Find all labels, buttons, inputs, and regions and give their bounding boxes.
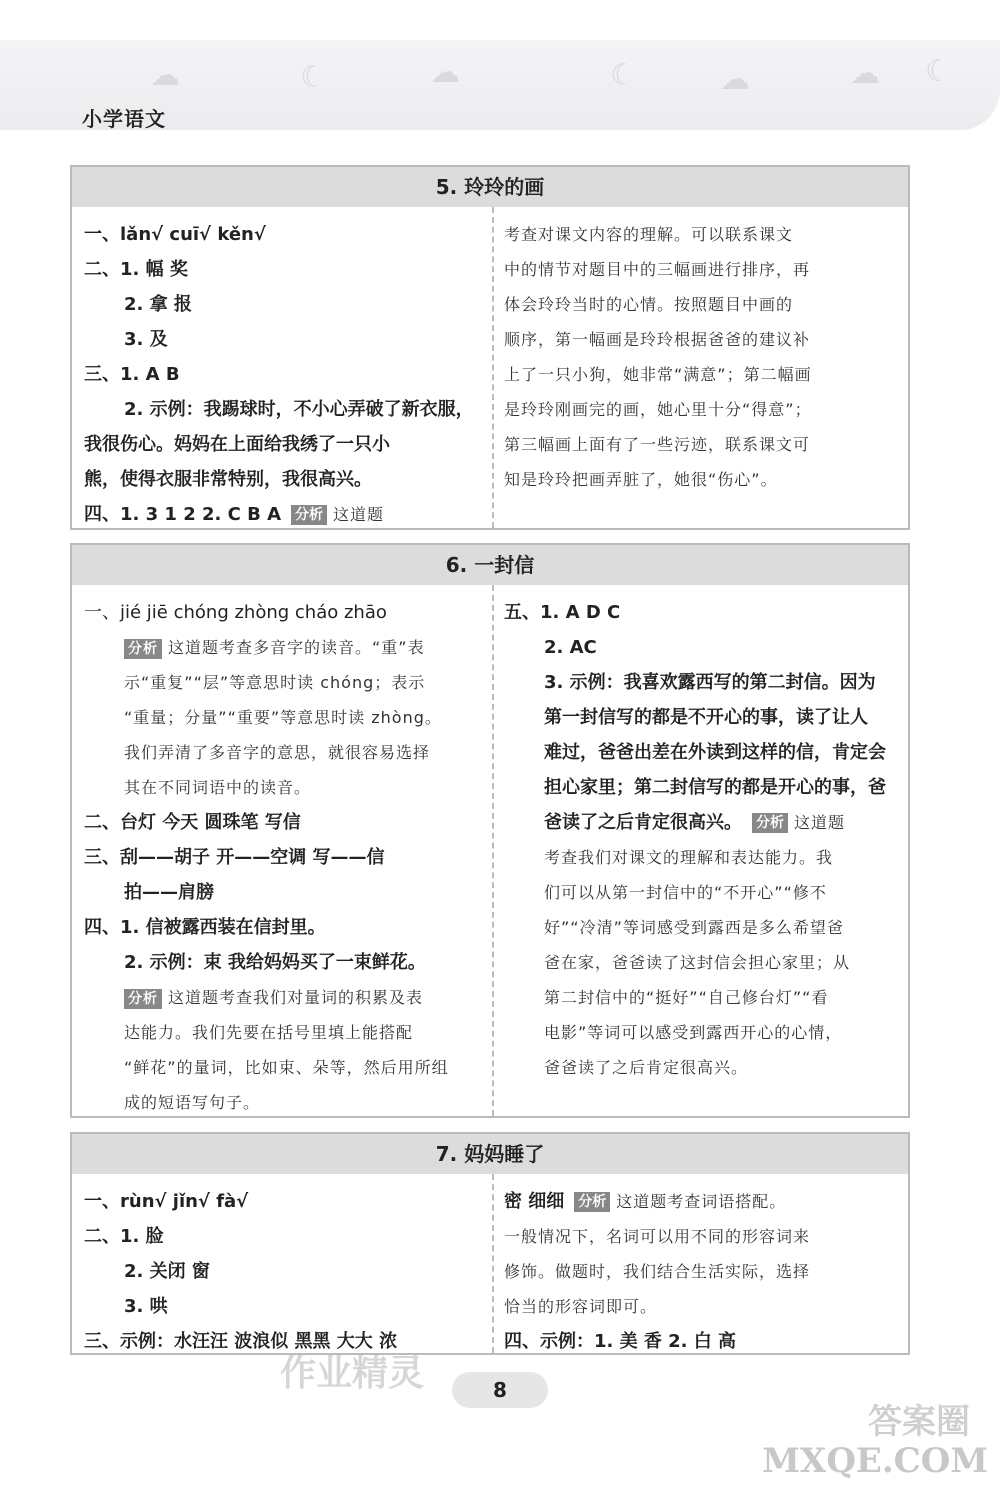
answers-left (72, 207, 492, 542)
answer-line (84, 357, 480, 392)
answer-line (84, 1254, 480, 1289)
line-text: 2. 拿 报 (124, 294, 192, 315)
site-url: MXQE.COM (762, 1441, 988, 1481)
answers-right (492, 1174, 908, 1369)
answer-line (84, 462, 480, 497)
answer-line (84, 840, 480, 875)
analysis-line: 考查对课文内容的理解。可以联系课文 (504, 225, 794, 244)
line-text: 3. 哄 (124, 1296, 168, 1317)
section-6 (70, 543, 910, 1118)
answer-line (504, 735, 896, 770)
cloud-icon: ☁ (850, 56, 880, 91)
answer-line (84, 252, 480, 287)
line-text: 三、刮——胡子 开——空调 写——信 (84, 847, 385, 868)
cloud-icon: ☁ (150, 58, 180, 93)
section-title: 7. 妈妈睡了 (72, 1134, 908, 1174)
line-text: 成的短语写句子。 (124, 1093, 261, 1112)
analysis-line (504, 1254, 896, 1289)
line-text: 我们弄清了多音字的意思，就很容易选择 (124, 743, 431, 762)
line-text: 担心家里；第二封信写的都是开心的事，爸 (544, 777, 886, 798)
answers-left (72, 1174, 492, 1369)
answer-line (84, 287, 480, 322)
answer-line (84, 217, 480, 252)
analysis-line: 顺序，第一幅画是玲玲根据爸爸的建议补 (504, 330, 811, 349)
line-text: 2. 示例：我踢球时，不小心弄破了新衣服， (124, 399, 474, 420)
line-text: 3. 示例：我喜欢露西写的第二封信。因为 (544, 672, 876, 693)
answer-line (504, 665, 896, 700)
page-number: 8 (452, 1372, 548, 1408)
line-text: 考查我们对课文的理解和表达能力。我 (544, 848, 834, 867)
answer-line (504, 630, 896, 665)
analysis-line (504, 875, 896, 910)
analysis-tag: 分析 (752, 813, 788, 833)
analysis-text: 这道题 (794, 813, 846, 832)
line-text: 其在不同词语中的读音。 (124, 778, 312, 797)
section-title: 5. 玲玲的画 (72, 167, 908, 207)
moon-icon: ☾ (610, 58, 637, 93)
line-text: 3. 及 (124, 329, 168, 350)
analysis-tag: 分析 (124, 989, 162, 1009)
analysis-line (504, 840, 896, 875)
line-text: 2. 示例：束 我给妈妈买了一束鲜花。 (124, 952, 426, 973)
line-text: “重量；分量”“重要”等意思时读 zhòng。 (124, 708, 442, 727)
section-5 (70, 165, 910, 530)
line-text: 密 细细 (504, 1191, 565, 1212)
line-text: 好”“冷清”等词感受到露西是多么希望爸 (544, 918, 844, 937)
line-text: 三、示例：水汪汪 波浪似 黑黑 大大 浓 (84, 1331, 398, 1352)
line-text: 电影”等词可以感受到露西开心的心情， (544, 1023, 843, 1042)
line-text: 达能力。我们先要在括号里填上能搭配 (124, 1023, 414, 1042)
answer-line (504, 805, 896, 840)
answer-line (84, 1184, 480, 1219)
analysis-line: 上了一只小狗，她非常“满意”；第二幅画 (504, 365, 812, 384)
line-text: 一、rùn√ jǐn√ fà√ (84, 1191, 249, 1212)
line-text: 爸在家，爸爸读了这封信会担心家里；从 (544, 953, 851, 972)
subject-label: 小学语文 (82, 107, 166, 131)
analysis-line: 知是玲玲把画弄脏了，她很“伤心”。 (504, 470, 778, 489)
line-text: 示“重复”“层”等意思时读 chóng；表示 (124, 673, 426, 692)
line-text: 这道题考查我们对量词的积累及表 (168, 988, 424, 1007)
analysis-line (84, 1015, 480, 1050)
line-text: 2. AC (544, 637, 597, 658)
analysis-line (504, 1050, 896, 1085)
analysis-line (84, 700, 480, 735)
answer-line (84, 1219, 480, 1254)
analysis-text: 这道题考查词语搭配。 (616, 1192, 787, 1211)
line-text: 我很伤心。妈妈在上面给我绣了一只小 (84, 434, 390, 455)
analysis-right (492, 207, 908, 542)
analysis-line (504, 910, 896, 945)
answer-line (504, 1324, 896, 1359)
section-title: 6. 一封信 (72, 545, 908, 585)
analysis-line (84, 630, 480, 665)
line-text: 第一封信写的都是不开心的事，读了让人 (544, 707, 868, 728)
line-text: 一、lǎn√ cuī√ kěn√ (84, 224, 266, 245)
line-text: 四、示例：1. 美 香 2. 白 高 (504, 1331, 737, 1352)
answer-line (84, 1289, 480, 1324)
answer-line (84, 595, 480, 630)
analysis-tag: 分析 (291, 505, 327, 525)
analysis-tag: 分析 (124, 639, 162, 659)
analysis-line (504, 1219, 896, 1254)
cloud-icon: ☁ (430, 55, 460, 90)
answer-line (84, 910, 480, 945)
analysis-line (504, 1289, 896, 1324)
answer-line (504, 770, 896, 805)
line-text: 五、1. A D C (504, 602, 621, 623)
line-text: 难过，爸爸出差在外读到这样的信，肯定会 (544, 742, 886, 763)
line-text: 爸读了之后肯定很高兴。 (544, 812, 742, 833)
line-text: 三、1. A B (84, 364, 180, 385)
answer-line (84, 875, 480, 910)
moon-icon: ☾ (925, 54, 952, 89)
line-text: 四、1. 3 1 2 2. C B A (84, 504, 282, 525)
line-text: 一、jié jiē chóng zhòng cháo zhāo (84, 602, 387, 623)
analysis-line: 第三幅画上面有了一些污迹，联系课文可 (504, 435, 811, 454)
watermark: 作业精灵 (280, 1353, 425, 1394)
analysis-line (84, 665, 480, 700)
line-text: 们可以从第一封信中的“不开心”“修不 (544, 883, 827, 902)
answer-line (84, 427, 480, 462)
line-text: 二、1. 幅 奖 (84, 259, 188, 280)
answer-line (84, 945, 480, 980)
analysis-line: 是玲玲刚画完的画，她心里十分“得意”； (504, 400, 812, 419)
analysis-text: 这道题 (333, 505, 385, 524)
answers-left (72, 585, 492, 1130)
analysis-line (84, 770, 480, 805)
site-logo: 答案圈 (868, 1402, 970, 1442)
moon-icon: ☾ (300, 60, 327, 95)
answer-line (84, 322, 480, 357)
line-text: “鲜花”的量词，比如束、朵等，然后用所组 (124, 1058, 449, 1077)
line-text: 爸爸读了之后肯定很高兴。 (544, 1058, 749, 1077)
section-7 (70, 1132, 910, 1355)
analysis-line (84, 735, 480, 770)
line-text: 2. 关闭 窗 (124, 1261, 210, 1282)
line-text: 第二封信中的“挺好”“自己修台灯”“看 (544, 988, 829, 1007)
analysis-line: 体会玲玲当时的心情。按照题目中画的 (504, 295, 794, 314)
answer-line (504, 700, 896, 735)
line-text: 熊，使得衣服非常特别，我很高兴。 (84, 469, 372, 490)
analysis-line (504, 945, 896, 980)
line-text: 修饰。做题时，我们结合生活实际，选择 (504, 1262, 811, 1281)
analysis-line (504, 1015, 896, 1050)
analysis-line (504, 980, 896, 1015)
line-text: 四、1. 信被露西装在信封里。 (84, 917, 326, 938)
line-text: 拍——肩膀 (124, 882, 214, 903)
answer-line (84, 392, 480, 427)
line-text: 一般情况下，名词可以用不同的形容词来 (504, 1227, 811, 1246)
analysis-line (84, 1085, 480, 1120)
answer-line (504, 1184, 896, 1219)
analysis-line (84, 980, 480, 1015)
cloud-icon: ☁ (720, 62, 750, 97)
analysis-line (84, 1050, 480, 1085)
line-text: 二、1. 脸 (84, 1226, 164, 1247)
line-text: 这道题考查多音字的读音。“重”表 (168, 638, 425, 657)
answers-right (492, 585, 908, 1130)
analysis-line: 中的情节对题目中的三幅画进行排序，再 (504, 260, 811, 279)
answer-line (84, 805, 480, 840)
answer-line (504, 595, 896, 630)
line-text: 二、台灯 今天 圆珠笔 写信 (84, 812, 301, 833)
analysis-tag: 分析 (574, 1192, 610, 1212)
line-text: 恰当的形容词即可。 (504, 1297, 658, 1316)
answer-line (84, 497, 480, 532)
